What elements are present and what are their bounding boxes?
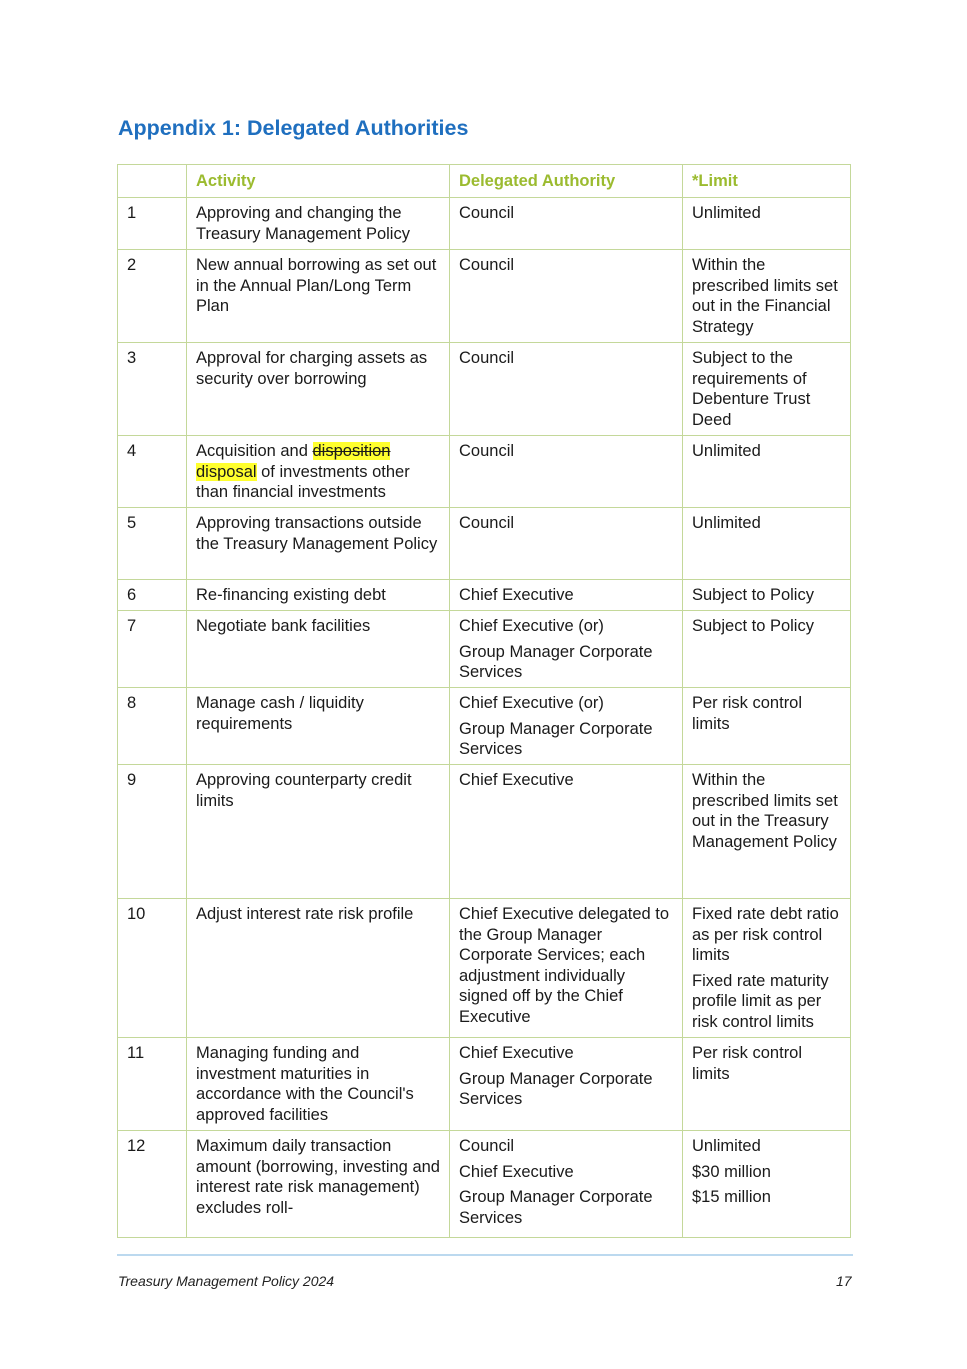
activity-cell: Negotiate bank facilities bbox=[187, 611, 450, 688]
activity-cell: Approving counterparty credit limits bbox=[187, 765, 450, 899]
table-row bbox=[118, 343, 851, 436]
activity-cell: Maximum daily transaction amount (borrowing, investing and interest rate risk management) excludes roll- bbox=[187, 1131, 450, 1238]
table-row bbox=[118, 436, 851, 508]
limit-cell bbox=[683, 899, 851, 1038]
authority-cell bbox=[450, 611, 683, 688]
authority-cell bbox=[450, 899, 683, 1038]
limit-cell bbox=[683, 611, 851, 688]
row-number: 1 bbox=[118, 198, 187, 250]
authority-line: Council bbox=[459, 349, 515, 367]
authority-line: Chief Executive bbox=[459, 771, 574, 789]
authority-line: Group Manager Corporate Services bbox=[459, 1188, 653, 1227]
limit-line: Subject to Policy bbox=[692, 617, 814, 635]
authority-line: Council bbox=[459, 1137, 515, 1155]
header-activity: Activity bbox=[187, 165, 450, 198]
activity-text-after: of investments other than financial investments bbox=[196, 462, 410, 501]
table-row bbox=[118, 688, 851, 765]
limit-line: Per risk control limits bbox=[692, 694, 803, 733]
limit-line: Fixed rate debt ratio as per risk control limits bbox=[692, 905, 839, 964]
table-row bbox=[118, 250, 851, 343]
inserted-text: disposal bbox=[196, 462, 257, 481]
row-number: 4 bbox=[118, 436, 187, 508]
page-number: 17 bbox=[836, 1273, 852, 1289]
authority-line: Chief Executive bbox=[459, 1162, 574, 1181]
authority-line: Chief Executive bbox=[459, 1044, 574, 1062]
activity-cell: Approving and changing the Treasury Management Policy bbox=[187, 198, 450, 250]
limit-line: Per risk control limits bbox=[692, 1044, 803, 1083]
limit-cell bbox=[683, 1038, 851, 1131]
authority-line: Chief Executive delegated to the Group Manager Corporate Services; each adjustment individually signed off by the Chief Executive bbox=[459, 905, 670, 1026]
header-number bbox=[118, 165, 187, 198]
page-title: Appendix 1: Delegated Authorities bbox=[118, 116, 469, 140]
limit-cell bbox=[683, 250, 851, 343]
header-delegated-authority: Delegated Authority bbox=[450, 165, 683, 198]
table-header-row bbox=[118, 165, 851, 198]
limit-line: Unlimited bbox=[692, 1137, 761, 1155]
table-row bbox=[118, 198, 851, 250]
deleted-text: disposition bbox=[312, 442, 391, 460]
authority-cell bbox=[450, 250, 683, 343]
authority-cell bbox=[450, 1038, 683, 1131]
row-number: 8 bbox=[118, 688, 187, 765]
limit-cell bbox=[683, 198, 851, 250]
authority-cell bbox=[450, 1131, 683, 1238]
table-row bbox=[118, 611, 851, 688]
authority-line: Chief Executive bbox=[459, 586, 574, 604]
footer-document-title: Treasury Management Policy 2024 bbox=[118, 1273, 335, 1289]
authority-cell bbox=[450, 688, 683, 765]
limit-line: $15 million bbox=[692, 1188, 771, 1206]
table-row bbox=[118, 580, 851, 611]
header-limit: *Limit bbox=[683, 165, 851, 198]
authority-line: Chief Executive (or) bbox=[459, 617, 604, 635]
authority-cell bbox=[450, 198, 683, 250]
table-row bbox=[118, 508, 851, 580]
limit-cell bbox=[683, 580, 851, 611]
authority-line: Chief Executive (or) bbox=[459, 694, 604, 712]
table-row bbox=[118, 765, 851, 899]
activity-cell: Approving transactions outside the Treasury Management Policy bbox=[187, 508, 450, 580]
limit-cell bbox=[683, 436, 851, 508]
limit-cell bbox=[683, 688, 851, 765]
row-number: 3 bbox=[118, 343, 187, 436]
authority-line: Council bbox=[459, 256, 515, 274]
activity-cell bbox=[187, 436, 450, 508]
limit-cell bbox=[683, 508, 851, 580]
activity-text-before: Acquisition and bbox=[196, 442, 313, 460]
table-row bbox=[118, 1131, 851, 1238]
row-number: 12 bbox=[118, 1131, 187, 1238]
activity-cell: Adjust interest rate risk profile bbox=[187, 899, 450, 1038]
authority-cell bbox=[450, 508, 683, 580]
limit-line: $30 million bbox=[692, 1162, 771, 1181]
row-number: 7 bbox=[118, 611, 187, 688]
authority-line: Council bbox=[459, 204, 515, 222]
delegated-authorities-table bbox=[117, 164, 851, 1238]
authority-cell bbox=[450, 765, 683, 899]
limit-line: Subject to the requirements of Debenture Trust Deed bbox=[692, 349, 811, 429]
limit-cell bbox=[683, 1131, 851, 1238]
authority-cell bbox=[450, 343, 683, 436]
limit-line: Within the prescribed limits set out in the Treasury Management Policy bbox=[692, 771, 838, 851]
limit-line: Subject to Policy bbox=[692, 586, 814, 604]
row-number: 11 bbox=[118, 1038, 187, 1131]
limit-line: Unlimited bbox=[692, 204, 761, 222]
activity-cell: Manage cash / liquidity requirements bbox=[187, 688, 450, 765]
row-number: 5 bbox=[118, 508, 187, 580]
authority-cell bbox=[450, 580, 683, 611]
limit-line: Within the prescribed limits set out in the Financial Strategy bbox=[692, 256, 838, 336]
footer-divider bbox=[117, 1254, 853, 1256]
authority-line: Group Manager Corporate Services bbox=[459, 719, 653, 758]
activity-cell: Re-financing existing debt bbox=[187, 580, 450, 611]
table-row bbox=[118, 899, 851, 1038]
limit-line: Unlimited bbox=[692, 442, 761, 460]
table-row bbox=[118, 1038, 851, 1131]
authority-line: Group Manager Corporate Services bbox=[459, 642, 653, 681]
authority-line: Council bbox=[459, 514, 515, 532]
row-number: 6 bbox=[118, 580, 187, 611]
authority-line: Council bbox=[459, 442, 515, 460]
row-number: 9 bbox=[118, 765, 187, 899]
authority-cell bbox=[450, 436, 683, 508]
limit-cell bbox=[683, 343, 851, 436]
activity-cell: New annual borrowing as set out in the Annual Plan/Long Term Plan bbox=[187, 250, 450, 343]
row-number: 2 bbox=[118, 250, 187, 343]
limit-line: Fixed rate maturity profile limit as per risk control limits bbox=[692, 971, 829, 1031]
authority-line: Group Manager Corporate Services bbox=[459, 1069, 653, 1108]
activity-cell: Managing funding and investment maturities in accordance with the Council's approved facilities bbox=[187, 1038, 450, 1131]
activity-cell: Approval for charging assets as security over borrowing bbox=[187, 343, 450, 436]
limit-line: Unlimited bbox=[692, 514, 761, 532]
limit-cell bbox=[683, 765, 851, 899]
row-number: 10 bbox=[118, 899, 187, 1038]
